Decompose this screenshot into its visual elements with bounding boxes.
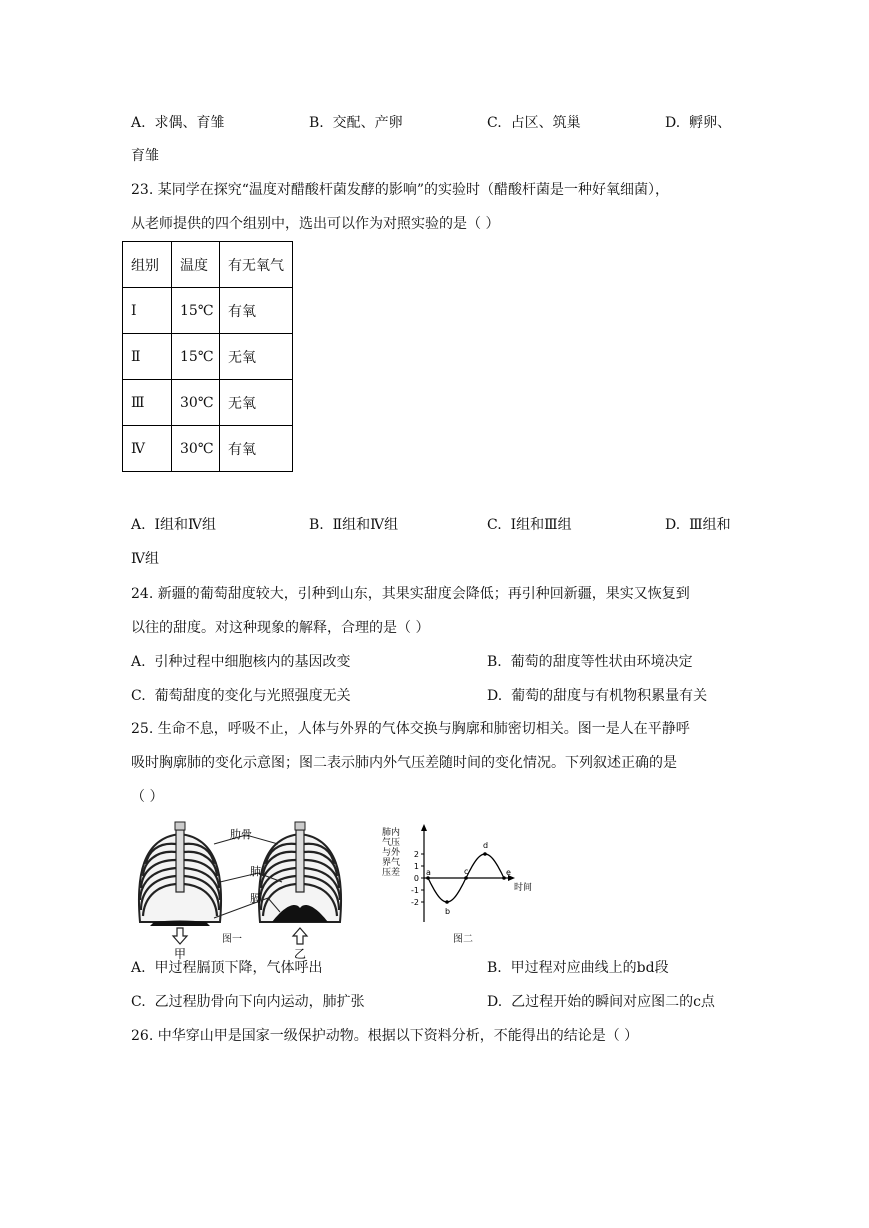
curve-point-label: b [445,907,451,916]
curve-point-label: c [464,867,469,876]
q23-stem-line1: 23. 某同学在探究“温度对醋酸杆菌发酵的影响”的实验时（醋酸杆菌是一种好氧细菌）， [131,182,670,198]
label-rib: 肋骨 [230,828,252,841]
q24-option-c: C. 葡萄甜度的变化与光照强度无关 [131,688,351,704]
figure1-ribcage [128,822,368,961]
y-label-line: 压差 [382,868,401,878]
curve-point [464,876,468,880]
q23-option-wrap: Ⅳ组 [131,551,159,567]
table-cell: 无氧 [220,380,293,426]
figure1-caption: 图一 [222,934,242,945]
q24-stem-line2: 以往的甜度。对这种现象的解释，合理的是（ ） [131,620,430,636]
q23-table [122,241,293,472]
table-cell: Ⅲ [123,380,172,426]
q26-stem-line1: 26. 中华穿山甲是国家一级保护动物。根据以下资料分析，不能得出的结论是（ ） [131,1028,639,1044]
table-cell: Ⅱ [123,334,172,380]
y-label-line: 气压 [382,838,401,848]
q22-option-d: D. 孵卵、 [665,115,732,131]
q24-option-b: B. 葡萄的甜度等性状由环境决定 [487,654,693,670]
y-axis-arrow [421,824,427,831]
curve-point [445,900,449,904]
q25-option-d: D. 乙过程开始的瞬间对应图二的c点 [487,994,715,1010]
table-row [123,334,293,380]
label-jia: 甲 [173,947,187,961]
q25-stem-line3: （ ） [131,789,164,805]
y-tick-label: -2 [411,898,419,907]
y-tick-label: 1 [413,862,419,871]
y-tick-label: 2 [413,850,419,859]
label-diaphragm: 膈 [250,892,261,905]
q25-option-c: C. 乙过程肋骨向下向内运动，肺扩张 [131,994,365,1010]
q23-option-a: A. Ⅰ组和Ⅳ组 [131,517,216,533]
q24-option-a: A. 引种过程中细胞核内的基因改变 [131,654,351,670]
y-label-line: 界气 [382,858,401,868]
q23-option-d: D. Ⅲ组和 [665,517,731,533]
q23-stem-line2: 从老师提供的四个组别中，选出可以作为对照实验的是（ ） [131,216,500,232]
table-header-cell: 温度 [172,242,220,288]
q24-stem-line1: 24. 新疆的葡萄甜度较大，引种到山东，其果实甜度会降低；再引种回新疆，果实又恢复到 [131,586,690,602]
curve-point-label: a [426,868,431,877]
table-header-cell: 组别 [123,242,172,288]
figure2-pressure-chart [380,822,540,932]
table-cell: 无氧 [220,334,293,380]
table-cell: Ⅰ [123,288,172,334]
q25-option-a: A. 甲过程膈顶下降，气体呼出 [131,960,323,976]
table-cell: 30℃ [172,426,220,472]
table-cell: 有氧 [220,288,293,334]
q25-stem-line2: 吸时胸廓肺的变化示意图；图二表示肺内外气压差随时间的变化情况。下列叙述正确的是 [131,755,677,771]
table-header-row [123,242,293,288]
label-yi: 乙 [293,947,307,961]
table-row [123,288,293,334]
y-label-line: 与外 [382,848,401,858]
q22-option-c: C. 占区、筑巢 [487,115,581,131]
q22-option-wrap: 育雏 [131,148,159,164]
x-axis-label: 时间 [514,883,533,893]
y-tick-label: -1 [411,886,419,895]
table-cell: 30℃ [172,380,220,426]
curve-point-label: e [506,868,511,877]
label-lung: 肺 [250,865,261,878]
q22-option-b: B. 交配、产卵 [309,115,403,131]
figure2-caption: 图二 [453,934,473,945]
table-header-cell: 有无氧气 [220,242,293,288]
table-cell: Ⅳ [123,426,172,472]
q22-option-a: A. 求偶、育雏 [131,115,225,131]
table-cell: 有氧 [220,426,293,472]
y-label-line: 肺内 [382,828,401,838]
table-cell: 15℃ [172,288,220,334]
table-row [123,426,293,472]
q25-option-b: B. 甲过程对应曲线上的bd段 [487,960,669,976]
table-row [123,380,293,426]
q23-option-c: C. Ⅰ组和Ⅲ组 [487,517,572,533]
curve-point [483,852,487,856]
q23-option-b: B. Ⅱ组和Ⅳ组 [309,517,399,533]
curve-point-label: d [483,841,489,850]
table-cell: 15℃ [172,334,220,380]
y-tick-label: 0 [413,874,419,883]
q24-option-d: D. 葡萄的甜度与有机物积累量有关 [487,688,708,704]
q25-stem-line1: 25. 生命不息，呼吸不止，人体与外界的气体交换与胸廓和肺密切相关。图一是人在平静呼 [131,721,690,737]
